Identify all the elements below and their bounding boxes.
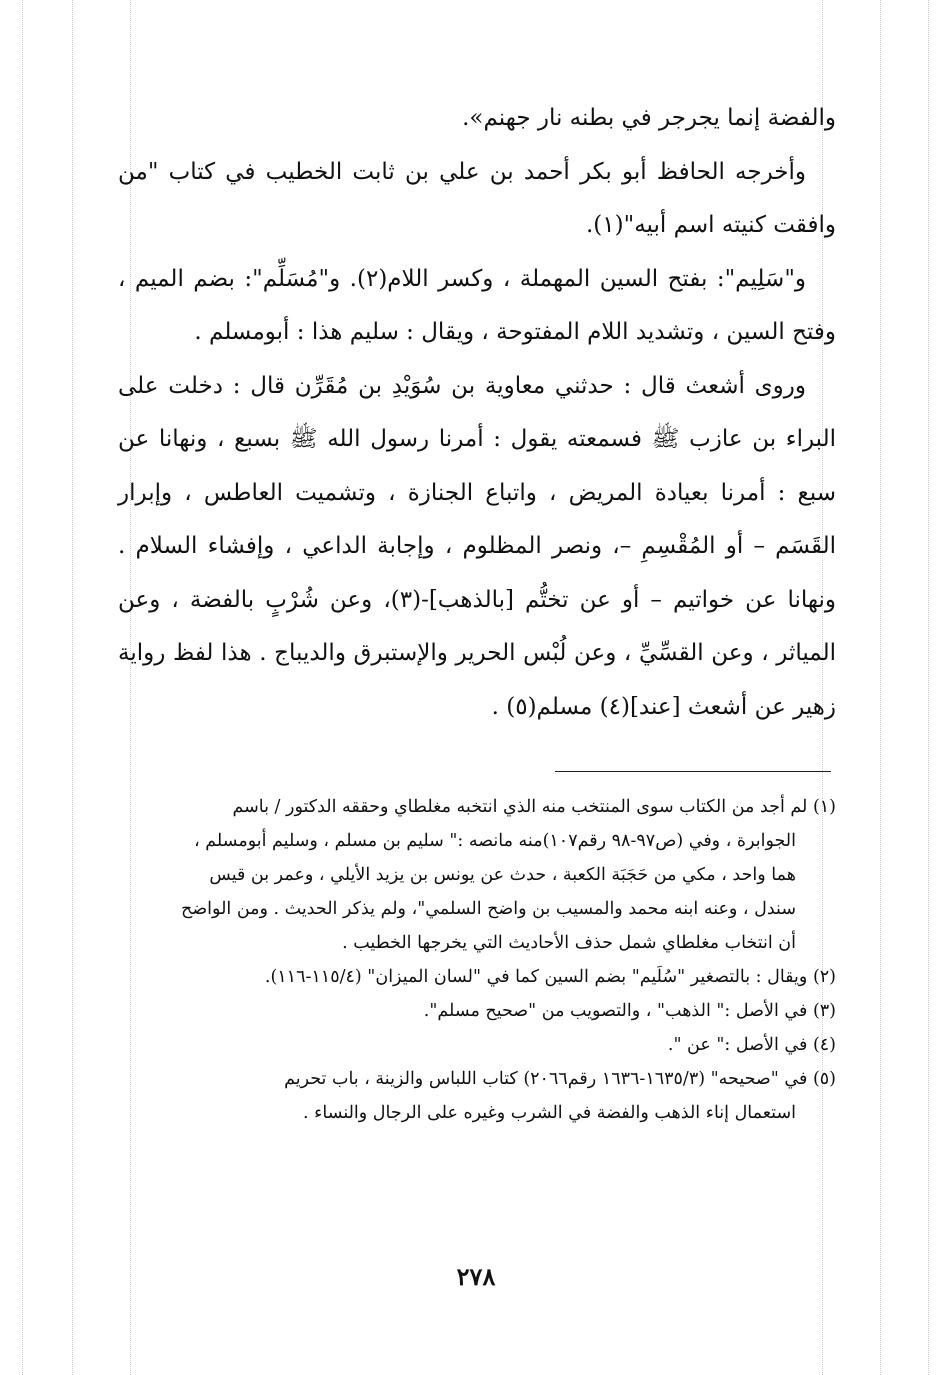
paragraph: و"سَلِيم": بفتح السين المهملة ، وكسر اللام(٢). و"مُسَلِّم": بضم الميم ، وفتح السين ، وتشديد اللام المفتوحة ، ويقال : سليم هذا : أبومسلم . (118, 265, 836, 345)
footnote-line: في الأصل :" الذهب" ، والتصويب من "صحيح مسلم". (423, 1001, 808, 1021)
footnote-line: في "صحيحه" (١٦٣٥/٣-١٦٣٦ رقم٢٠٦٦) كتاب اللباس والزينة ، باب تحريم (284, 1069, 808, 1089)
page-number: ٢٧٨ (456, 1262, 496, 1291)
footnote-line: لم أجد من الكتاب سوى المنتخب منه الذي انتخبه مغلطاي وحققه الدكتور / باسم (232, 797, 808, 817)
footnote-number: (١) (812, 797, 836, 817)
footnote-number: (٥) (812, 1069, 836, 1089)
scan-dotted-line (880, 0, 881, 1375)
footnote-line: في الأصل :" عن ". (667, 1035, 808, 1055)
footnote-line: أن انتخاب مغلطاي شمل حذف الأحاديث التي يخرجها الخطيب . (342, 933, 796, 953)
footnote-line: استعمال إناء الذهب والفضة في الشرب وغيره على الرجال والنساء . (303, 1103, 796, 1123)
scan-dotted-line (22, 0, 23, 1375)
paragraph: والفضة إنما يجرجر في بطنه نار جهنم». (462, 105, 836, 131)
footnote (120, 994, 836, 1028)
scan-dotted-line (72, 0, 73, 1375)
footnote-line: سندل ، وعنه ابنه محمد والمسيب بن واضح السلمي"، ولم يذكر الحديث . ومن الواضح (181, 899, 796, 919)
footnote-line: ويقال : بالتصغير "سُلَيم" بضم السين كما في "لسان الميزان" (١١٥/٤-١١٦). (264, 967, 808, 987)
scan-dotted-line (928, 0, 929, 1375)
footnote-number: (٣) (812, 1001, 836, 1021)
footnote (120, 790, 836, 960)
paragraph: وأخرجه الحافظ أبو بكر أحمد بن علي بن ثابت الخطيب في كتاب "من وافقت كنيته اسم أبيه"(١). (118, 158, 836, 238)
footnote (120, 1028, 836, 1062)
footnote-line: الجوابرة ، وفي (ص٩٧-٩٨ رقم١٠٧)منه مانصه :" سليم بن مسلم ، وسليم أبومسلم ، (194, 831, 796, 851)
main-text (118, 92, 836, 734)
footnote-separator (555, 771, 831, 772)
paragraph: وروى أشعث قال : حدثني معاوية بن سُوَيْدِ بن مُقَرِّن قال : دخلت على البراء بن عازب ﷺ فسمعته يقول : أمرنا رسول الله ﷺ بسبع ، ونهانا عن سبع : أمرنا بعيادة المريض ، واتباع الجنازة ، وتشميت العاطس ، وإبرار القَسَم – أو المُقْسِمِ –، ونصر المظلوم ، وإجابة الداعي ، وإفشاء السلام . ونهانا عن خواتيم – أو عن تختُّم [بالذهب]-(٣)، وعن شُرْبٍ بالفضة ، وعن المياثر ، وعن القسِّيِّ ، وعن لُبْس الحرير والإستبرق والديباج . هذا لفظ رواية زهير عن أشعث [عند](٤) مسلم(٥) . (118, 372, 837, 720)
footnote-line: هما واحد ، مكي من حَجَبَة الكعبة ، حدث عن يونس بن يزيد الأيلي ، وعمر بن قيس (209, 865, 796, 885)
footnote (120, 960, 836, 994)
footnote (120, 1062, 836, 1130)
footnote-number: (٤) (812, 1035, 836, 1055)
footnote-number: (٢) (812, 967, 836, 987)
footnotes (120, 790, 836, 1130)
